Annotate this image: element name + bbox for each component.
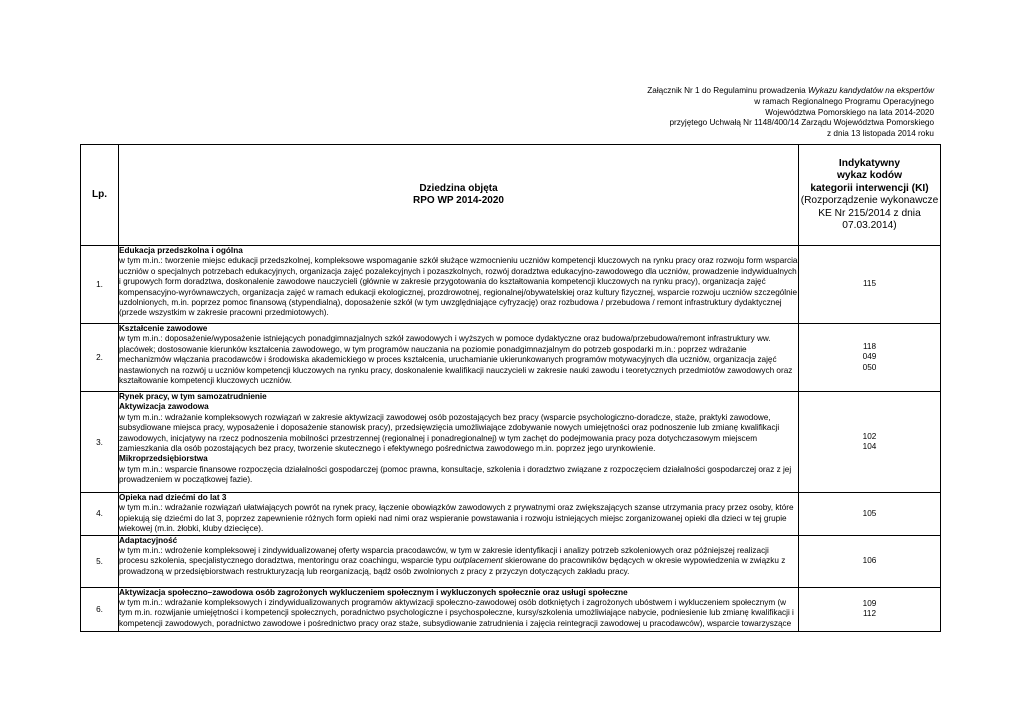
row-codes bbox=[799, 493, 941, 536]
col-header-ki-line-3: kategorii interwencji (KI) bbox=[810, 182, 929, 194]
domains-table bbox=[80, 144, 941, 632]
col-header-ki bbox=[799, 145, 941, 246]
table-row bbox=[81, 535, 941, 587]
col-header-ki-line-5: KE Nr 215/2014 z dnia bbox=[818, 207, 921, 219]
row-description bbox=[119, 324, 799, 392]
row-subtitle: Mikroprzedsiębiorstwa bbox=[119, 454, 208, 464]
row-description bbox=[119, 493, 799, 536]
ki-code: 112 bbox=[862, 609, 877, 619]
row-codes bbox=[799, 392, 941, 493]
row-text: w tym m.in.: wdrażanie kompleksowych rozwiązań w zakresie aktywizacji zawodowej osób pozostających bez pracy (wsparcie psychologiczno-doradcze, staże, praktyki zawodowe, subsydiowane miejsca pracy, wyposażenie i doposażenie stanowisk pracy), przedsięwzięcia umożliwiające zdobywanie nowych umiejętności oraz podnoszenie lub zmianę kwalifikacji zawodowych, inicjatywy na rzecz podnoszenia mobilności przestrzennej (regionalnej i ponadregionalnej) w tym zachęt do podejmowania pracy poza dotychczasowym miejscem zamieszkania dla osób pozostających bez pracy, tworzenie skutecznego i efektywnego pośrednictwa zawodowego m.in. poprzez jego urynkowienie. bbox=[119, 412, 780, 454]
row-title: Aktywizacja społeczno–zawodowa osób zagrożonych wykluczeniem społecznym i wykluczonych społecznie oraz usługi społeczne bbox=[119, 587, 628, 597]
row-text-before: w tym m.in.: wdrożenie kompleksowej i zindywidualizowanej oferty wsparcia pracodawców, w tym w zakresie identyfikacji i analizy potrzeb szkoleniowych oraz późniejszej realizacji procesu szkolenia, specjalistycznego doradztwa, mentoringu oraz coachingu, wsparcie typu bbox=[119, 546, 769, 566]
header-line-3: Województwa Pomorskiego na lata 2014-2020 bbox=[765, 107, 934, 117]
table-row bbox=[81, 493, 941, 536]
row-title: Rynek pracy, w tym samozatrudnienie bbox=[119, 392, 267, 401]
row-lp: 4. bbox=[81, 493, 119, 536]
ki-code: 050 bbox=[862, 362, 877, 372]
row-lp: 1. bbox=[81, 246, 119, 324]
col-header-domain-line-2: RPO WP 2014-2020 bbox=[413, 195, 504, 206]
ki-code: 109 bbox=[862, 598, 877, 608]
row-title: Opieka nad dziećmi do lat 3 bbox=[119, 493, 227, 502]
ki-code: 104 bbox=[862, 442, 877, 451]
row-codes bbox=[799, 324, 941, 392]
row-description bbox=[119, 535, 799, 587]
col-header-lp: Lp. bbox=[81, 145, 119, 246]
ki-code: 102 bbox=[862, 431, 877, 441]
row-title: Adaptacyjność bbox=[119, 535, 178, 545]
header-line-1-prefix: Załącznik Nr 1 do Regulaminu prowadzenia bbox=[647, 86, 808, 95]
row-text bbox=[119, 546, 798, 577]
annex-header bbox=[647, 86, 934, 140]
row-lp: 5. bbox=[81, 535, 119, 587]
col-header-ki-line-4: (Rozporządzenie wykonawcze bbox=[800, 195, 939, 206]
ki-code: 118 bbox=[862, 341, 877, 351]
col-header-ki-line-2: wykaz kodów bbox=[836, 170, 903, 181]
ki-code: 105 bbox=[862, 508, 877, 518]
header-line-2: w ramach Regionalnego Programu Operacyjnego bbox=[754, 96, 934, 106]
row-text: w tym m.in.: tworzenie miejsc edukacji przedszkolnej, kompleksowe wspomaganie szkół służące wzmocnieniu uczniów kompetencji kluczowych na rynku pracy oraz rozwoju form wsparcia uczniów o specjalnych potrzebach edukacyjnych, organizacja zajęć pozalekcyjnych i pozaszkolnych, rozwój doradztwa edukacyjno-zawodowego dla uczniów, prowadzenie indywidualnych i grupowych form doradztwa, doskonalenie zawodowe nauczycieli (głównie w zakresie przygotowania do kształtowania kompetencji kluczowych na rynku pracy), organizacja zajęć kompensacyjno-wyrównawczych, organizacja zajęć w ramach edukacji ekologicznej, prozdrowotnej, regionalnej/obywatelskiej oraz kultury fizycznej, wsparcie rozwoju uczniów szczególnie uzdolnionych, m.in. poprzez pomoc finansową (stypendialną), doposażenie szkół (w tym uwzględniające cyfryzację) oraz rozbudowa / przebudowa / remont infrastruktury dydaktycznej (przede wszystkim w zakresie pracowni przedmiotowych). bbox=[119, 256, 798, 318]
ki-code: 106 bbox=[862, 555, 877, 565]
table-row bbox=[81, 392, 941, 493]
row-codes bbox=[799, 535, 941, 587]
row-title: Kształcenie zawodowe bbox=[119, 324, 208, 333]
row-lp: 6. bbox=[81, 587, 119, 631]
header-line-4: przyjętego Uchwałą Nr 1148/400/14 Zarządu Województwa Pomorskiego bbox=[669, 118, 934, 128]
row-description bbox=[119, 587, 799, 631]
row-text: w tym m.in.: wsparcie finansowe rozpoczęcia działalności gospodarczej (pomoc prawna, konsultacje, szkolenia i doradztwo związane z rozpoczęciem działalności gospodarczej oraz z jej prowadzeniem w początkowej fazie). bbox=[119, 464, 792, 485]
row-lp: 2. bbox=[81, 324, 119, 392]
row-codes bbox=[799, 246, 941, 324]
table-header-row bbox=[81, 145, 941, 246]
table-row bbox=[81, 324, 941, 392]
row-text: w tym m.in.: doposażenie/wyposażenie istniejących ponadgimnazjalnych szkół zawodowych i wyższych w pomoce dydaktyczne oraz budowa/przebudowa/remont infrastruktury ww. placówek; dostosowanie kierunków kształcenia zawodowego, w tym programów nauczania na poziomie ponadgimnazjalnym do potrzeb gospodarki m.in.: poprzez wdrażanie mechanizmów włączania pracodawców i środowiska akademickiego w proces kształcenia, uruchamianie ukierunkowanych programów motywacyjnych dla uczniów, organizacja zajęć nastawionych na rozwój u uczniów kompetencji kluczowych na rynku pracy, doskonalenie kwalifikacji nauczycieli w zakresie nauki zawodu i teoretycznych przedmiotów zawodowych oraz kształtowanie kompetencji kluczowych uczniów. bbox=[119, 334, 793, 386]
ki-code: 115 bbox=[862, 279, 877, 289]
row-text-tail: zamieszkania dla osób pozostających bez pracy, tworzenie skutecznego i efektywnego pośrednictwa zawodowego m.in. poprzez jego urynkowienie. bbox=[119, 444, 656, 454]
row-text: w tym m.in.: wdrażanie kompleksowych i zindywidualizowanych programów aktywizacji społeczno-zawodowej osób dotkniętych i zagrożonych ubóstwem i wykluczeniem społecznym (w tym m.in. rozwijanie umiejętności i kompetencji społecznych, poradnictwo psychologiczne i psychospołeczne, kursy/szkolenia umożliwiające nabycie, podniesienie lub zmianę kwalifikacji i kompetencji zawodowych, poradnictwo zawodowe i pośrednictwo pracy oraz staże, subsydiowanie zatrudnienia i zajęcia reintegracji zawodowej u pracodawców), wsparcie towarzyszące bbox=[119, 598, 794, 628]
col-header-ki-line-1: Indykatywny bbox=[838, 157, 901, 169]
table-row bbox=[81, 587, 941, 631]
row-text: w tym m.in.: wdrażanie rozwiązań ułatwiających powrót na rynek pracy, łączenie obowiązków zawodowych z prywatnymi oraz zwiększających szanse utrzymania pracy przez osoby, które opiekują się dziećmi do lat 3, poprzez zapewnienie różnych form opieki nad nimi oraz wspieranie powstawania i rozwoju istniejących miejsc zorganizowanej opieki dla dzieci w tej grupie wiekowej (m.in. żłobki, kluby dziecięce). bbox=[119, 503, 794, 534]
row-text-after: skierowane do pracowników będących w okresie wypowiedzenia w związku z prowadzoną w przedsiębiorstwach restrukturyzacją lub reorganizacją, bądź osób zwolnionych z pracy z przyczyn dotyczących zakładu pracy. bbox=[119, 556, 786, 576]
row-lp: 3. bbox=[81, 392, 119, 493]
header-line-1 bbox=[647, 86, 934, 97]
row-text-italic: outplacement bbox=[453, 556, 503, 566]
ki-code: 049 bbox=[862, 352, 877, 362]
row-description bbox=[119, 392, 799, 493]
row-codes bbox=[799, 587, 941, 631]
header-line-5: z dnia 13 listopada 2014 roku bbox=[827, 129, 934, 139]
table-row bbox=[81, 246, 941, 324]
col-header-ki-line-6: 07.03.2014) bbox=[842, 220, 897, 231]
row-description bbox=[119, 246, 799, 324]
col-header-domain-line-1: Dziedzina objęta bbox=[419, 182, 498, 194]
header-line-1-italic: Wykazu kandydatów na ekspertów bbox=[807, 86, 934, 95]
row-subtitle: Aktywizacja zawodowa bbox=[119, 402, 209, 412]
row-description-clip bbox=[119, 588, 798, 631]
row-title: Edukacja przedszkolna i ogólna bbox=[119, 246, 243, 255]
col-header-domain bbox=[119, 145, 799, 246]
